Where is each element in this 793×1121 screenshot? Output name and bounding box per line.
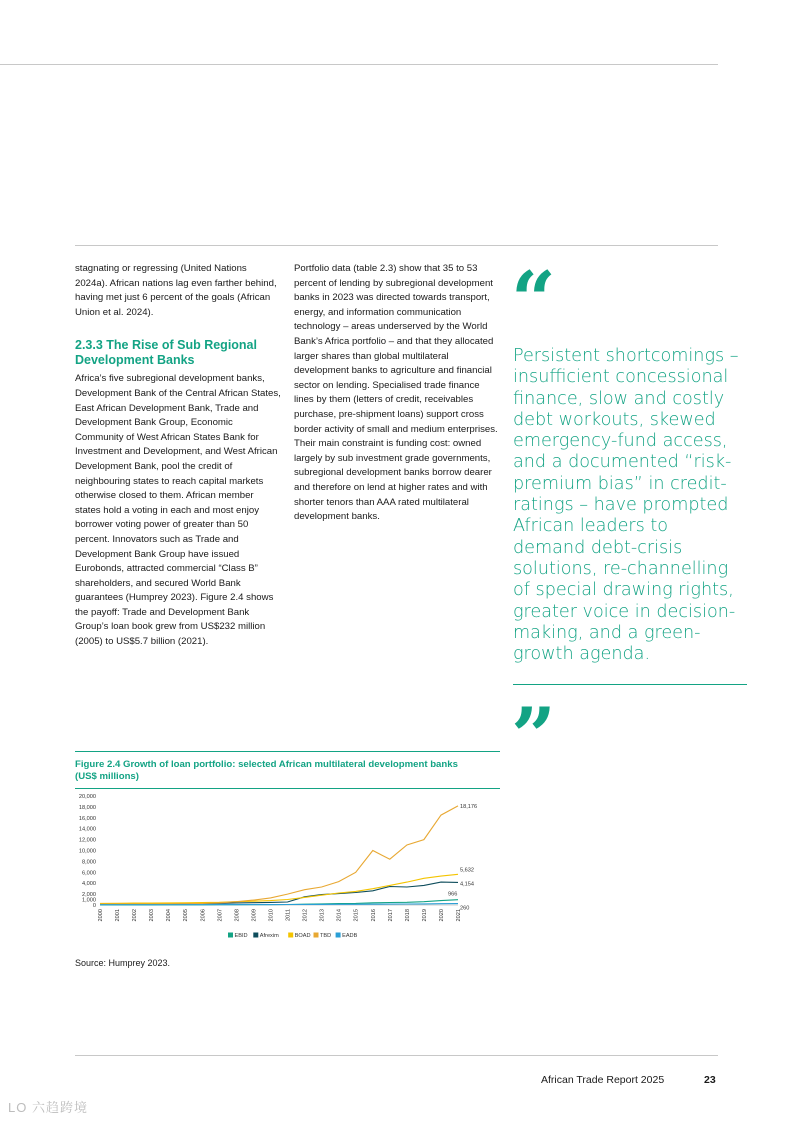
y-tick-label: 2,000 xyxy=(82,892,96,899)
watermark-logo: LO 六趋跨境 xyxy=(8,1100,88,1115)
top-rule xyxy=(0,64,718,65)
data-label: 4,154 xyxy=(460,881,474,888)
x-tick-label: 2015 xyxy=(353,909,360,922)
y-tick-label: 4,000 xyxy=(82,881,96,888)
x-tick-label: 2013 xyxy=(319,909,326,922)
legend-label: BOAD xyxy=(294,933,311,939)
data-label: 18,176 xyxy=(460,803,478,810)
footer-report-title: African Trade Report 2025 xyxy=(541,1074,665,1086)
loan-portfolio-chart xyxy=(70,790,500,950)
x-tick-label: 2000 xyxy=(98,909,104,922)
figure-top-rule xyxy=(75,751,500,752)
x-tick-label: 2005 xyxy=(183,909,190,922)
column-left xyxy=(75,262,281,650)
x-tick-label: 2007 xyxy=(217,909,224,922)
legend-swatch-afrexim xyxy=(253,933,258,938)
legend-swatch-boad xyxy=(288,933,293,938)
legend-label: EBID xyxy=(234,933,248,939)
x-tick-label: 2019 xyxy=(421,909,428,922)
y-tick-label: 12,000 xyxy=(78,837,96,844)
footer-rule xyxy=(75,1055,718,1056)
legend-swatch-tbd xyxy=(314,933,319,938)
body-paragraph: Portfolio data (table 2.3) show that 35 to 53 percent of lending by subregional development banks in 2023 was directed towards transport, energy, and information communication technology – areas underserved by the World Bank’s Africa portfolio – and that they allocated larger shares than global multilateral development banks to agriculture and financial sector on lending. Specialised trade finance lines by them (letters of credit, receivables purchase, pre-shipment loans) support cross border activity of small and medium enterprises. Their main constraint is funding cost: owned largely by sub investment grade governments, subregional development banks borrow dearer and therefore on lend at higher rates and with shorter tenors than AAA rated multilateral development banks. xyxy=(294,263,498,523)
column-middle xyxy=(294,262,500,525)
y-tick-label: 1,000 xyxy=(82,897,96,904)
series-line-afrexim xyxy=(100,882,458,904)
y-tick-label: 20,000 xyxy=(78,794,96,800)
content-top-rule xyxy=(75,245,718,246)
data-label: 260 xyxy=(460,905,470,912)
y-tick-label: 0 xyxy=(92,903,96,909)
x-tick-label: 2011 xyxy=(285,909,292,922)
y-tick-label: 8,000 xyxy=(82,859,96,866)
figure-title-rule xyxy=(75,788,500,789)
x-tick-label: 2006 xyxy=(200,909,207,922)
y-tick-label: 6,000 xyxy=(82,870,96,877)
body-paragraph: stagnating or regressing (United Nations 2024a). African nations lag even farther behind, having met just 6 percent of the goals (African Union et al. 2024). xyxy=(75,263,277,318)
x-tick-label: 2003 xyxy=(149,909,156,922)
x-tick-label: 2017 xyxy=(387,909,394,922)
x-tick-label: 2018 xyxy=(404,909,411,922)
y-tick-label: 10,000 xyxy=(78,848,96,855)
x-tick-label: 2001 xyxy=(115,909,122,922)
legend-label: Afrexim xyxy=(259,933,279,939)
close-quote-mark: ” xyxy=(511,691,556,782)
open-quote-mark: “ xyxy=(511,255,556,346)
figure-title: Figure 2.4 Growth of loan portfolio: selected African multilateral development banks (US$ millions) xyxy=(75,759,458,782)
y-tick-label: 16,000 xyxy=(78,815,96,822)
legend-label: EADB xyxy=(342,933,358,939)
x-tick-label: 2002 xyxy=(132,909,139,922)
legend-swatch-ebid xyxy=(228,933,233,938)
body-paragraph: Africa’s five subregional development banks, Development Bank of the Central African States, East African Development Bank, Trade and Development Bank Group, Economic Community of West African States Bank for Investment and Development, and West African Development Bank, pool the credit of neighbouring states to reach capital markets otherwise closed to them. African member states hold a voting in each and most enjoy borrower voting power of greater than 50 percent. Innovators such as Trade and Development Bank Group have issued Eurobonds, attracted commercial “Class B” shareholders, and secured World Bank guarantees (Humprey 2023). Figure 2.4 shows the payoff: Trade and Development Bank Group’s loan book grew from US$232 million (2005) to US$5.7 billion (2021). xyxy=(75,373,281,648)
series-line-boad xyxy=(100,874,458,903)
series-line-tbd xyxy=(100,806,458,904)
x-tick-label: 2012 xyxy=(302,909,309,922)
data-label: 5,632 xyxy=(460,867,474,874)
pull-quote: Persistent shortcomings – insufficient concessional finance, slow and costly debt workouts, skewed emergency-fund access, and a documented “risk-premium bias” in credit-ratings – have prompted African leaders to demand debt-crisis solutions, re-channelling of special drawing rights, greater voice in decision-making, and a green-growth agenda. xyxy=(513,346,739,665)
quote-rule xyxy=(513,684,747,685)
y-tick-label: 18,000 xyxy=(78,804,96,811)
y-tick-label: 14,000 xyxy=(78,826,96,833)
x-tick-label: 2020 xyxy=(438,909,445,922)
x-tick-label: 2009 xyxy=(251,909,258,922)
legend-swatch-eadb xyxy=(336,933,341,938)
x-tick-label: 2004 xyxy=(166,909,173,922)
figure-source: Source: Humprey 2023. xyxy=(75,958,171,968)
section-heading: 2.3.3 The Rise of Sub Regional Development Banks xyxy=(75,338,257,368)
page-number: 23 xyxy=(704,1074,716,1086)
data-label: 966 xyxy=(448,891,458,898)
legend-label: TBD xyxy=(320,933,332,939)
x-tick-label: 2014 xyxy=(336,909,343,922)
x-tick-label: 2008 xyxy=(234,909,241,922)
x-tick-label: 2010 xyxy=(268,909,275,922)
x-tick-label: 2021 xyxy=(456,909,462,922)
x-tick-label: 2016 xyxy=(370,909,377,922)
